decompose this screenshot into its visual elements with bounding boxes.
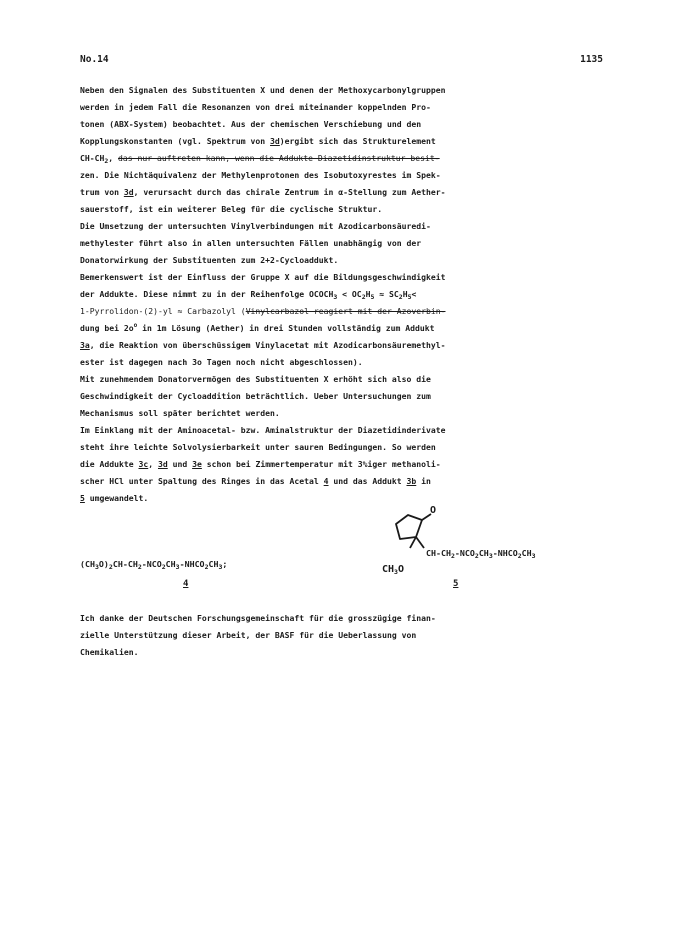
journal-number: No.14 <box>80 54 109 65</box>
text-line: der Addukte. Diese nimmt zu in der Reihenfolge $OCOCH_3 < OC_2H_5 \approx SC_2H_5<$ <box>80 289 417 301</box>
text-line: sauerstoff, ist ein weiterer Beleg für die cyclische Struktur. <box>80 204 383 214</box>
text-line: zen. Die Nichtäquivalenz der Methylenprotonen des Isobutoxyrestes im Spek- <box>80 170 441 180</box>
text-line: methylester führt also in allen untersuchten Fällen unabhängig von der <box>80 238 422 248</box>
text-line: 5 umgewandelt. <box>80 493 149 503</box>
ring-oxygen-label: O <box>430 505 437 516</box>
text-line: Mechanismus soll später berichtet werden. <box>80 408 280 418</box>
acknowledgement <box>80 610 600 661</box>
text-line: tonen (ABX-System) beobachtet. Aus der chemischen Verschiebung und den <box>80 119 422 129</box>
text-line: Geschwindigkeit der Cycloaddition beträchtlich. Ueber Untersuchungen zum <box>80 391 431 401</box>
text-line: 3a, die Reaktion von überschüssigem Vinylacetat mit Azodicarbonsäuremethyl- <box>80 340 446 350</box>
compound-ref: 3d <box>270 136 280 146</box>
text-line: Bemerkenswert ist der Einfluss der Gruppe X auf die Bildungsgeschwindigkeit <box>80 272 446 282</box>
text-line: steht ihre leichte Solvolysierbarkeit unter sauren Bedingungen. So werden <box>80 442 436 452</box>
compound-number-5: 5 <box>453 579 459 589</box>
compound-ref: 5 <box>80 493 85 503</box>
page-number: 1135 <box>580 54 603 65</box>
text-line: 1-Pyrrolidon-(2)-yl ≈ Carbazolyl (Vinylcarbazol reagiert mit der Azoverbin- <box>80 306 446 316</box>
text-line: trum von 3d, verursacht durch das chirale Zentrum in α-Stellung zum Aether- <box>80 187 446 197</box>
compound-number-4: 4 <box>183 579 189 589</box>
text-line: Neben den Signalen des Substituenten X und denen der Methoxycarbonylgruppen <box>80 85 446 95</box>
text-line: Ich danke der Deutschen Forschungsgemeinschaft für die grosszügige finan- <box>80 613 436 623</box>
compound-ref: 3d <box>123 187 134 197</box>
formula-4: $(CH_3O)_2CH-CH_2-NCO_2CH_3-NHCO_2CH_3$; <box>80 559 228 571</box>
compound-ref: 3b <box>406 476 417 486</box>
text-line: werden in jedem Fall die Resonanzen von drei miteinander koppelnden Pro- <box>80 102 431 112</box>
text-line: Kopplungskonstanten (vgl. Spektrum von 3d)ergibt sich das Strukturelement <box>80 136 436 146</box>
formula-5-chain: $CH-CH_2-NCO_2CH_3-NHCO_2CH_3$ <box>426 548 536 560</box>
text-line: ester ist dagegen nach 3o Tagen noch nicht abgeschlossen). <box>80 357 363 367</box>
text-line: Chemikalien. <box>80 647 139 657</box>
compound-ref: 3c <box>138 459 149 469</box>
text-line: Die Umsetzung der untersuchten Vinylverbindungen mit Azodicarbonsäuredi- <box>80 221 431 231</box>
struck-text: das nur auftreten kann, wenn die Addukte Diazetidinstruktur besit- <box>118 153 440 163</box>
compound-ref: 3e <box>192 459 202 469</box>
page-header <box>80 54 603 65</box>
text-line: Donatorwirkung der Substituenten zum 2+2-Cycloaddukt. <box>80 255 339 265</box>
methoxy-label: $CH_3O$ <box>382 564 404 576</box>
text-line: scher HCl unter Spaltung des Ringes in das Acetal 4 und das Addukt 3b in <box>80 476 431 486</box>
text-line: zielle Unterstützung dieser Arbeit, der BASF für die Ueberlassung von <box>80 630 417 640</box>
text-line: Im Einklang mit der Aminoacetal- bzw. Aminalstruktur der Diazetidinderivate <box>80 425 446 435</box>
compound-ref: 3a <box>80 340 90 350</box>
struck-text: Vinylcarbazol reagiert mit der Azoverbin- <box>245 306 446 316</box>
compound-ref: 3d <box>157 459 168 469</box>
text-line: die Addukte 3c, 3d und 3e schon bei Zimmertemperatur mit 3%iger methanoli- <box>80 459 441 469</box>
text-line: Mit zunehmendem Donatorvermögen des Substituenten X erhöht sich also die <box>80 374 431 384</box>
text-line: $CH-CH_2$, das nur auftreten kann, wenn die Addukte Diazetidinstruktur besit- <box>80 153 440 165</box>
text-line: dung bei $2o^o$ in 1m Lösung (Aether) in drei Stunden vollständig zum Addukt <box>80 322 435 333</box>
body-text <box>80 82 600 507</box>
compound-ref: 4 <box>323 476 329 486</box>
